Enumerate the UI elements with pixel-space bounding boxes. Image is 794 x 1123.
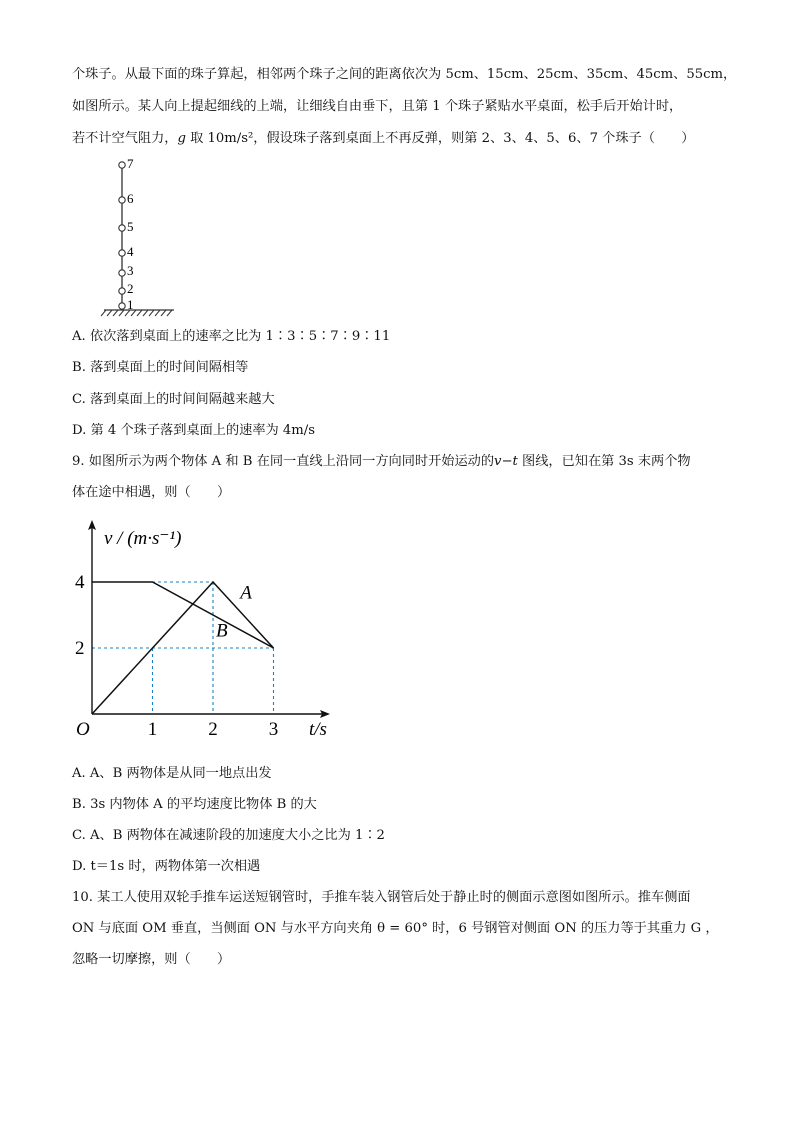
bead-7: [119, 162, 125, 168]
bead-label-4: 4: [127, 243, 134, 259]
x-axis-label: t/s: [309, 719, 327, 740]
bead-1: [119, 303, 125, 309]
q9-option-c[interactable]: C. A、B 两物体在减速阶段的加速度大小之比为 1∶2: [72, 828, 385, 843]
q9-stem-text-a: 9. 如图所示为两个物体 A 和 B 在同一直线上沿同一方向同时开始运动的: [72, 454, 495, 469]
q9-option-a[interactable]: A. A、B 两物体是从同一地点出发: [72, 766, 272, 781]
q8-option-a[interactable]: A. 依次落到桌面上的速率之比为 1∶3∶5∶7∶9∶11: [72, 329, 391, 344]
q8-stem-line-1: 个珠子。从最下面的珠子算起，相邻两个珠子之间的距离依次为 5cm、15cm、25cm、35cm、45cm、55cm，: [72, 67, 737, 82]
q8-option-c[interactable]: C. 落到桌面上的时间间隔越来越大: [72, 392, 275, 407]
q8-option-d[interactable]: D. 第 4 个珠子落到桌面上的速率为 4m/s: [72, 423, 315, 438]
table-hatching: [101, 310, 172, 316]
bead-label-1: 1: [127, 296, 134, 312]
q9-stem-line-1: [72, 453, 691, 471]
bead-3: [119, 270, 125, 276]
q8-stem-text-b: 取 10m/s²，假设珠子落到桌面上不再反弹，则第 2、3、4、5、6、7 个珠子（ ）: [185, 131, 695, 146]
series-label-b: B: [216, 620, 228, 642]
bead-label-2: 2: [127, 280, 134, 296]
q10-stem-line-3: 忽略一切摩擦，则（ ）: [72, 952, 231, 967]
bead-label-5: 5: [127, 218, 134, 234]
x-tick-label-3: 3: [268, 719, 279, 740]
q9-vt-symbol: v−t: [494, 454, 518, 469]
q9-option-d[interactable]: D. t＝1s 时，两物体第一次相遇: [72, 859, 261, 874]
x-tick-label-1: 1: [147, 719, 158, 740]
x-tick-label-2: 2: [208, 719, 218, 740]
bead-label-6: 6: [127, 190, 134, 206]
bead-2: [119, 288, 125, 294]
y-axis-label: v / (m·s⁻¹): [104, 528, 182, 549]
y-tick-label-2: 2: [75, 638, 85, 659]
q8-stem-line-2: 如图所示。某人向上提起细线的上端，让细线自由垂下，且第 1 个珠子紧贴水平桌面，松手后开始计时，: [72, 99, 683, 114]
bead-6: [119, 197, 125, 203]
origin-label: O: [76, 719, 90, 740]
series-label-a: A: [240, 582, 252, 604]
bead-label-7: 7: [127, 155, 134, 171]
q9-stem-line-2: 体在途中相遇，则（ ）: [72, 485, 231, 500]
q8-option-b[interactable]: B. 落到桌面上的时间间隔相等: [72, 360, 249, 375]
q8-gravity-symbol: g: [177, 131, 186, 146]
q9-stem-text-b: 图线，已知在第 3s 末两个物: [517, 454, 691, 469]
bead-label-3: 3: [127, 262, 134, 278]
q8-stem-line-3: [72, 130, 694, 148]
q8-stem-text-a: 若不计空气阻力，: [72, 131, 178, 146]
vt-chart: [68, 510, 348, 750]
y-tick-label-4: 4: [75, 572, 85, 593]
q10-stem-line-1: 10. 某工人使用双轮手推车运送短钢管时，手推车装入钢管后处于静止时的侧面示意图如图所示。推车侧面: [72, 890, 691, 905]
q9-option-b[interactable]: B. 3s 内物体 A 的平均速度比物体 B 的大: [72, 797, 317, 812]
bead-4: [119, 250, 125, 256]
bead-string-figure: [88, 152, 188, 322]
q10-stem-line-2: ON 与底面 OM 垂直，当侧面 ON 与水平方向夹角 θ = 60° 时，6 号钢管对侧面 ON 的压力等于其重力 G ，: [72, 921, 719, 936]
bead-5: [119, 225, 125, 231]
